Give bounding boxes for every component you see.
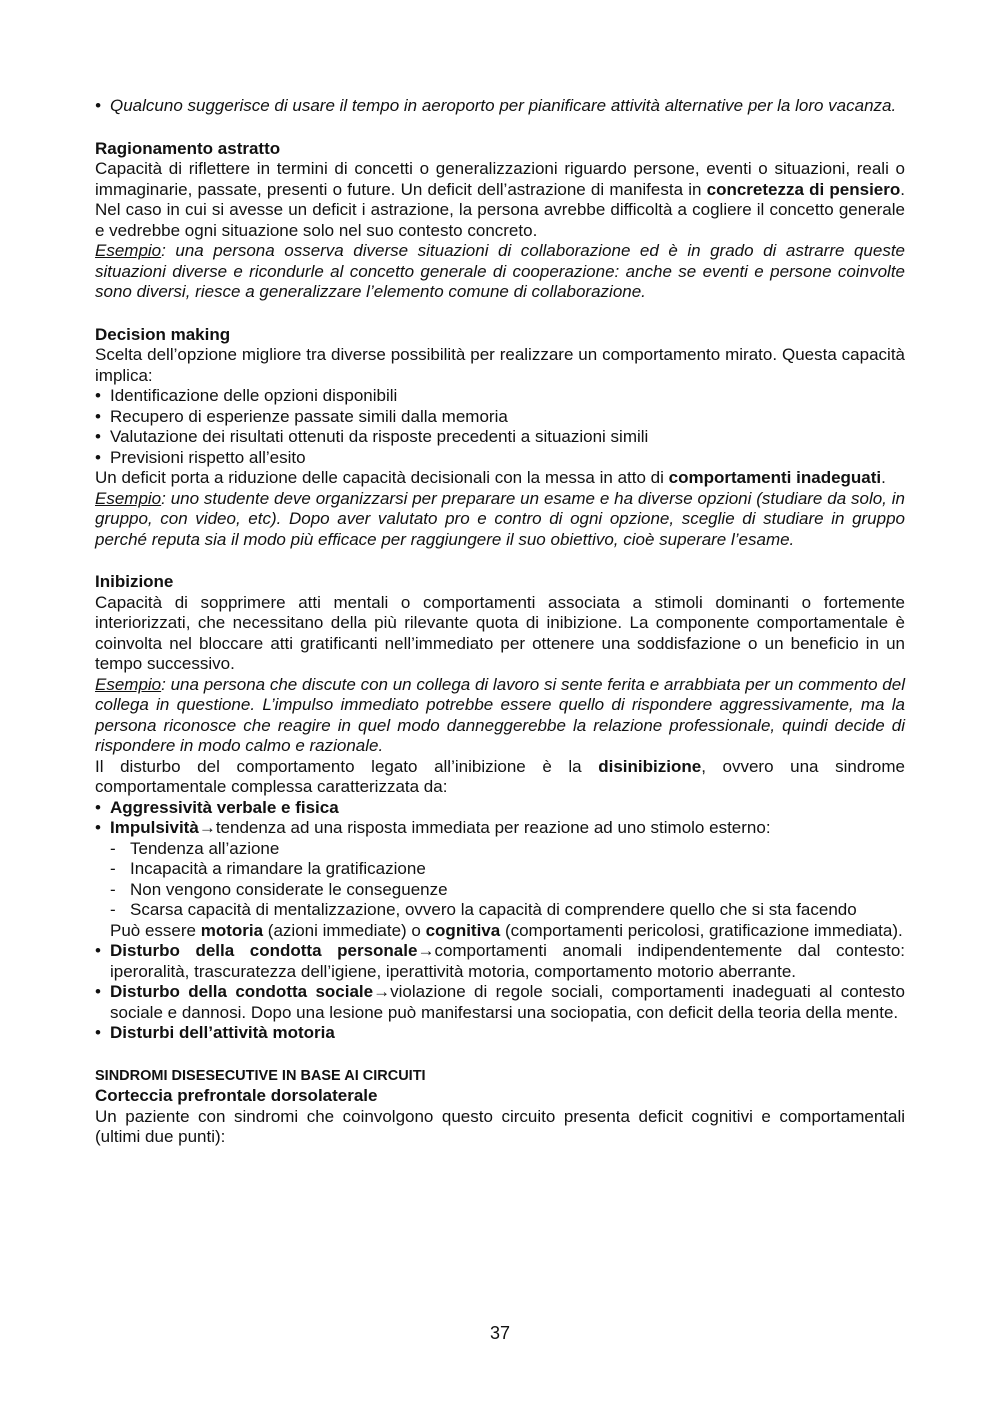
sub-list-item: - Non vengono considerate le conseguenze [110, 879, 448, 899]
list-item: • Identificazione delle opzioni disponibili [95, 386, 398, 405]
sub-list-item: - Incapacità a rimandare la gratificazione [110, 859, 426, 878]
list-item: • Disturbo della condotta personale→comportamenti anomali indipendentemente dal contesto: iperoralità, trascuratezza dell’igiene, iperattività motoria, comportamento motorio aberrante. [95, 941, 905, 981]
decision-paragraph: Scelta dell’opzione migliore tra diverse possibilità per realizzare un comportamento mirato. Questa capacità implica: [95, 345, 905, 385]
heading-inibizione: Inibizione [95, 572, 174, 591]
document-page [95, 96, 905, 1148]
list-item: • Disturbi dell’attività motoria [95, 1023, 335, 1042]
disinibizione-paragraph: Il disturbo del comportamento legato all’inibizione è la disinibizione, ovvero una sindrome comportamentale complessa caratterizzata da: [95, 756, 906, 796]
heading-ragionamento: Ragionamento astratto [95, 138, 281, 158]
list-item: • Disturbo della condotta sociale→violazione di regole sociali, comportamenti inadeguati al contesto sociale e dannosi. Dopo una lesione può manifestarsi una sociopatia, con deficit della teoria della mente. [95, 982, 905, 1022]
page-number: 37 [489, 1323, 511, 1343]
decision-deficit-paragraph: Un deficit porta a riduzione delle capacità decisionali con la messa in atto di comportamenti inadeguati. [95, 468, 886, 487]
corteccia-paragraph: Un paziente con sindromi che coinvolgono questo circuito presenta deficit cognitivi e comportamentali (ultimi due punti): [95, 1106, 905, 1146]
intro-bullet: • Qualcuno suggerisce di usare il tempo in aeroporto per pianificare attività alternative per la loro vacanza. [95, 96, 897, 115]
list-item: • Previsioni rispetto all’esito [95, 447, 306, 467]
list-item: • Impulsività→tendenza ad una risposta immediata per reazione ad uno stimolo esterno: [95, 818, 771, 837]
inibizione-esempio: Esempio: una persona che discute con un collega di lavoro si sente ferita e arrabbiata per un commento del collega in questione. L’impulso immediato potrebbe essere quello di rispondere aggressivamente, ma la persona riconosce che reagire in quel modo danneggerebbe la relazione professionale, quindi decide di rispondere in modo calmo e razionale. [95, 674, 905, 755]
list-item: • Aggressività verbale e fisica [95, 797, 339, 817]
list-item: • Valutazione dei risultati ottenuti da risposte precedenti a situazioni simili [95, 427, 649, 446]
section-caps-heading: SINDROMI DISESECUTIVE IN BASE AI CIRCUITI [95, 1067, 426, 1084]
impulsivita-note: Può essere motoria (azioni immediate) o cognitiva (comportamenti pericolosi, gratificazione immediata). [110, 920, 903, 940]
decision-esempio: Esempio: uno studente deve organizzarsi per preparare un esame e ha diverse opzioni (studiare da solo, in gruppo, con video, etc). Dopo aver valutato pro e contro di ogni opzione, sceglie di studiare in gruppo perché reputa sia il modo più efficace per raggiungere il suo obiettivo, cioè superare l’esame. [95, 488, 905, 549]
heading-decision: Decision making [95, 324, 231, 344]
ragionamento-esempio: Esempio: una persona osserva diverse situazioni di collaborazione ed è in grado di astrarre queste situazioni diverse e ricondurle al concetto generale di cooperazione: anche se eventi e persone coinvolte sono diversi, riesce a generalizzare l’elemento comune di collaborazione. [95, 241, 905, 301]
sub-list-item: - Tendenza all’azione [110, 838, 280, 858]
list-item: • Recupero di esperienze passate simili dalla memoria [95, 406, 508, 426]
sub-list-item: - Scarsa capacità di mentalizzazione, ovvero la capacità di comprendere quello che si sta facendo [110, 900, 857, 919]
subheading-corteccia: Corteccia prefrontale dorsolaterale [95, 1086, 378, 1105]
inibizione-paragraph: Capacità di sopprimere atti mentali o comportamenti associata a stimoli dominanti o fortemente interiorizzati, che necessitano della più rilevante quota di inibizione. La componente comportamentale è coinvolta nel bloccare atti gratificanti nell’immediato per ottenere una soddisfazione o un beneficio in un tempo successivo. [95, 592, 905, 673]
ragionamento-paragraph: Capacità di riflettere in termini di concetti o generalizzazioni riguardo persone, eventi o situazioni, reali o immaginarie, passate, presenti o future. Un deficit dell’astrazione di manifesta in concretezza di pensiero. Nel caso in cui si avesse un deficit i astrazione, la persona avrebbe difficoltà a cogliere il concetto generale e vedrebbe ogni situazione solo nel suo contesto concreto. [95, 159, 905, 240]
